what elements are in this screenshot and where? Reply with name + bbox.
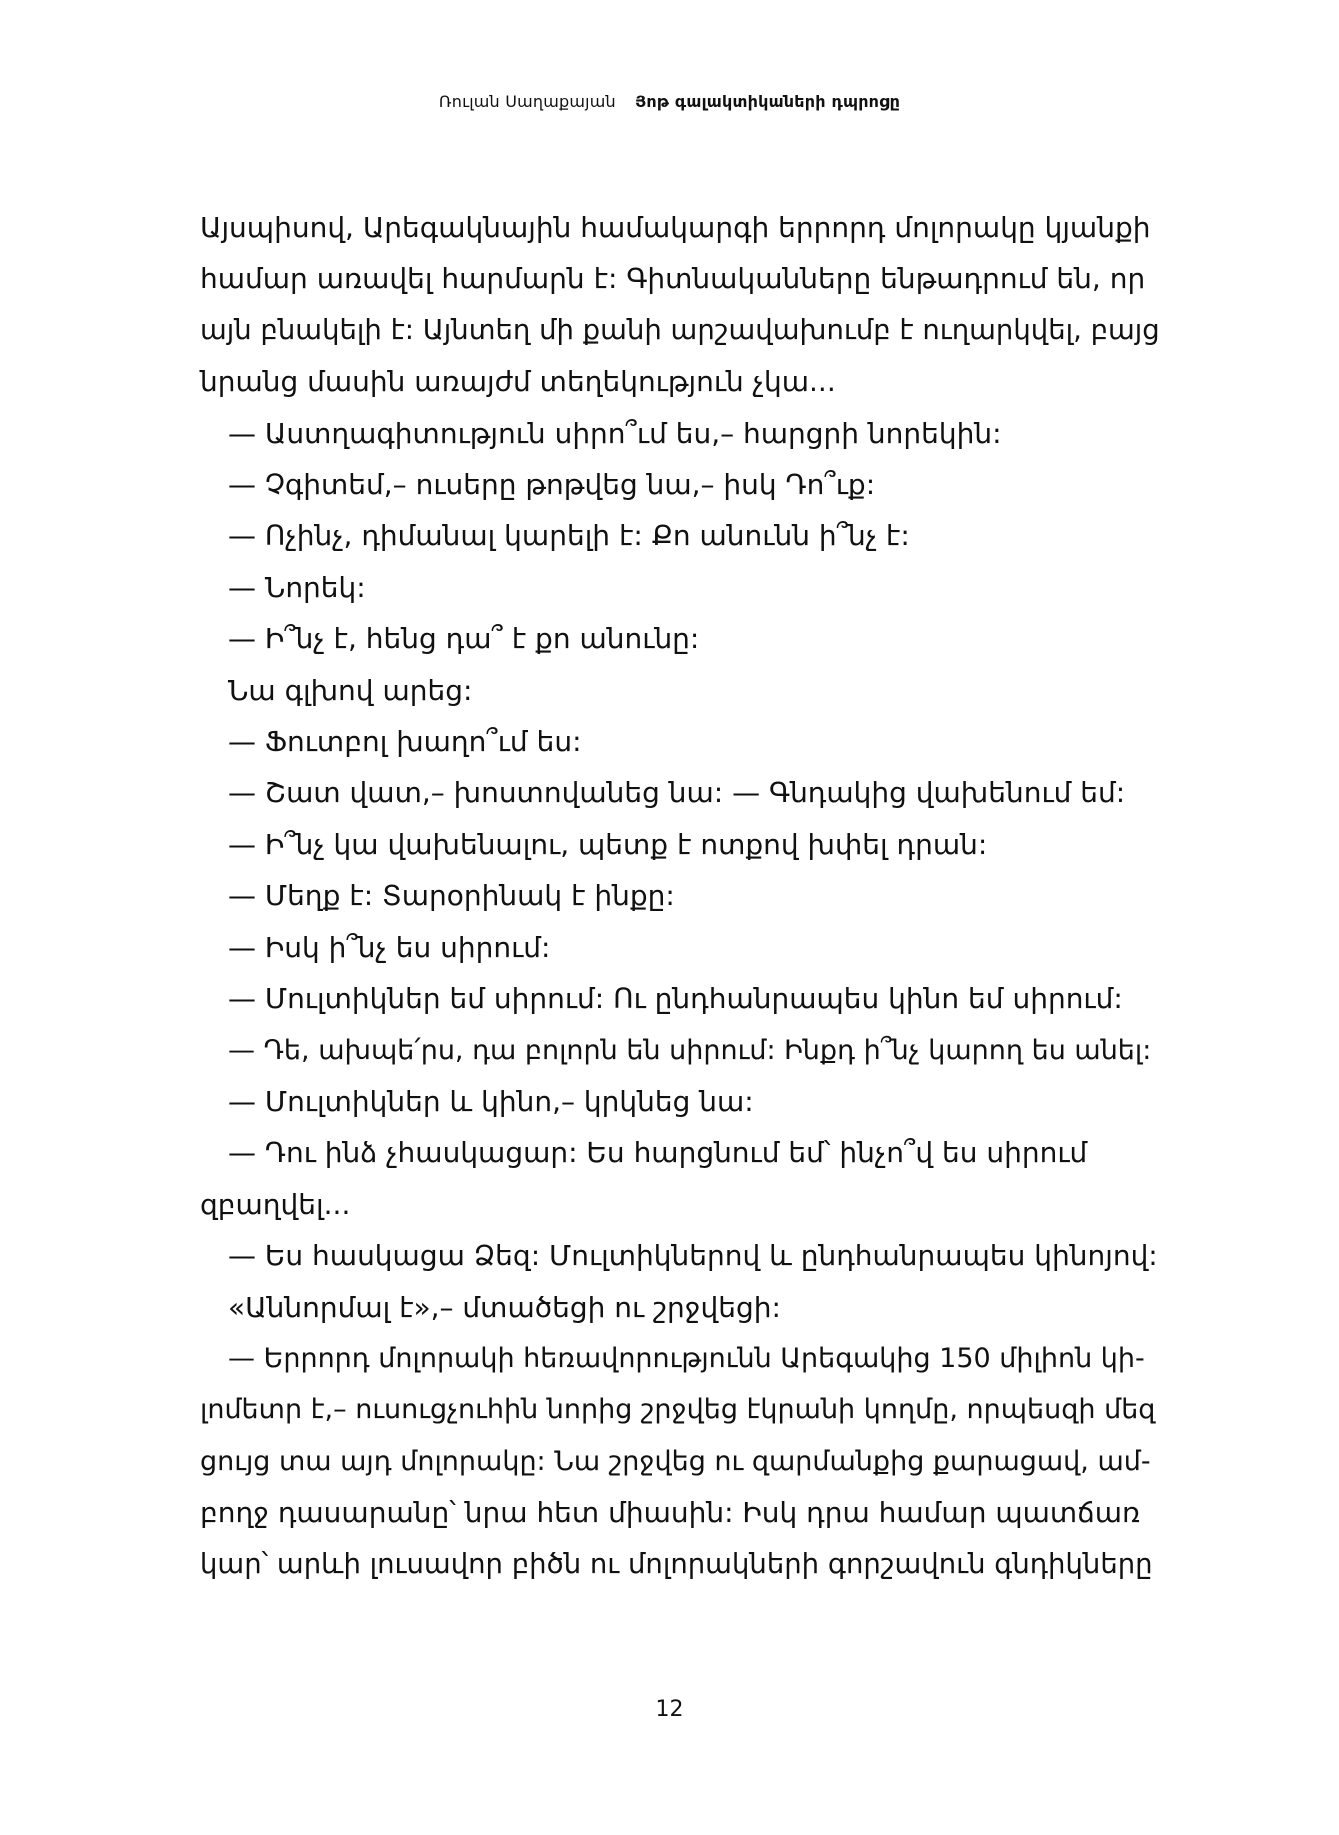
dialogue-line: — Դու ինձ չհասկացար: Ես հարցնում եմ՝ ինչո՞վ ես սիրում — [228, 1136, 1088, 1170]
header-book-title: Յոթ գալակտիկաների դպրոցը — [635, 92, 901, 111]
text-line-content: Այսպիսով, Արեգակնային համակարգի երրորդ մոլորակը կյանքի — [200, 211, 1151, 244]
text-line: կար՝ արևի լուսավոր բիծն ու մոլորակների գորշավուն գնդիկները — [200, 1547, 1153, 1580]
dialogue-line: — Ի՞նչ է, հենց դա՞ է քո անունը: — [228, 622, 700, 656]
dialogue-line: — Երրորդ մոլորակի հեռավորությունն Արեգակից 150 միլիոն կի- — [228, 1342, 1145, 1374]
text-line — [200, 202, 1160, 253]
narration-line: «Աննորմալ է»,– մտածեցի ու շրջվեցի: — [228, 1290, 781, 1324]
dialogue-line: — Մեղք է: Տարօրինակ է ինքը: — [228, 879, 675, 913]
dialogue-line: — Աստղագիտություն սիրո՞ւմ ես,– հարցրի նորեկին: — [228, 416, 1002, 450]
dialogue-line: — Ֆուտբոլ խաղո՞ւմ ես: — [228, 725, 582, 759]
text-line: այն բնակելի է: Այնտեղ մի քանի արշավախումբ է ուղարկվել, բայց — [200, 313, 1160, 346]
dialogue-line: — Ի՞նչ կա վախենալու, պետք է ոտքով խփել դրան: — [228, 827, 988, 861]
body-text — [200, 202, 1160, 1590]
dialogue-line: — Նորեկ: — [228, 570, 366, 604]
dialogue-line: — Իսկ ի՞նչ ես սիրում: — [228, 930, 551, 964]
text-line: զբաղվել... — [200, 1187, 351, 1221]
running-header — [0, 92, 1339, 111]
dialogue-line: — Ես հասկացա Ձեզ: Մուլտիկներով և ընդհանրապես կինոյով: — [228, 1239, 1158, 1273]
dialogue-line: — Մուլտիկներ եմ սիրում: Ու ընդհանրապես կինո եմ սիրում: — [228, 982, 1123, 1016]
narration-line: Նա գլխով արեց: — [228, 673, 473, 707]
text-line: համար առավել հարմարն է: Գիտնականները ենթադրում են, որ — [200, 262, 1146, 296]
dialogue-line: — Դե, ախպե՛րս, դա բոլորն են սիրում: Ինքդ ի՞նչ կարող ես անել: — [228, 1034, 1152, 1066]
text-line: նրանց մասին առայժմ տեղեկություն չկա... — [200, 365, 836, 399]
page-number: 12 — [655, 1697, 684, 1722]
dialogue-line: — Չգիտեմ,– ուսերը թոթվեց նա,– իսկ Դո՞ւք: — [228, 468, 876, 502]
text-line: ցույց տա այդ մոլորակը: Նա շրջվեց ու զարմանքից քարացավ, ամ- — [200, 1445, 1151, 1477]
header-author: Ռուլան Սաղաքայան — [438, 92, 616, 111]
dialogue-line: — Ոչինչ, դիմանալ կարելի է: Քո անունն ի՞նչ է: — [228, 519, 910, 553]
text-line: լոմետր է,– ուսուցչուհին նորից շրջվեց էկրանի կողմը, որպեսզի մեզ — [200, 1394, 1156, 1426]
text-line: բողջ դասարանը՝ նրա հետ միասին: Իսկ դրա համար պատճառ — [200, 1496, 1141, 1530]
dialogue-line: — Շատ վատ,– խոստովանեց նա: — Գնդակից վախենում եմ: — [228, 776, 1126, 810]
dialogue-line: — Մուլտիկներ և կինո,– կրկնեց նա: — [228, 1084, 754, 1118]
